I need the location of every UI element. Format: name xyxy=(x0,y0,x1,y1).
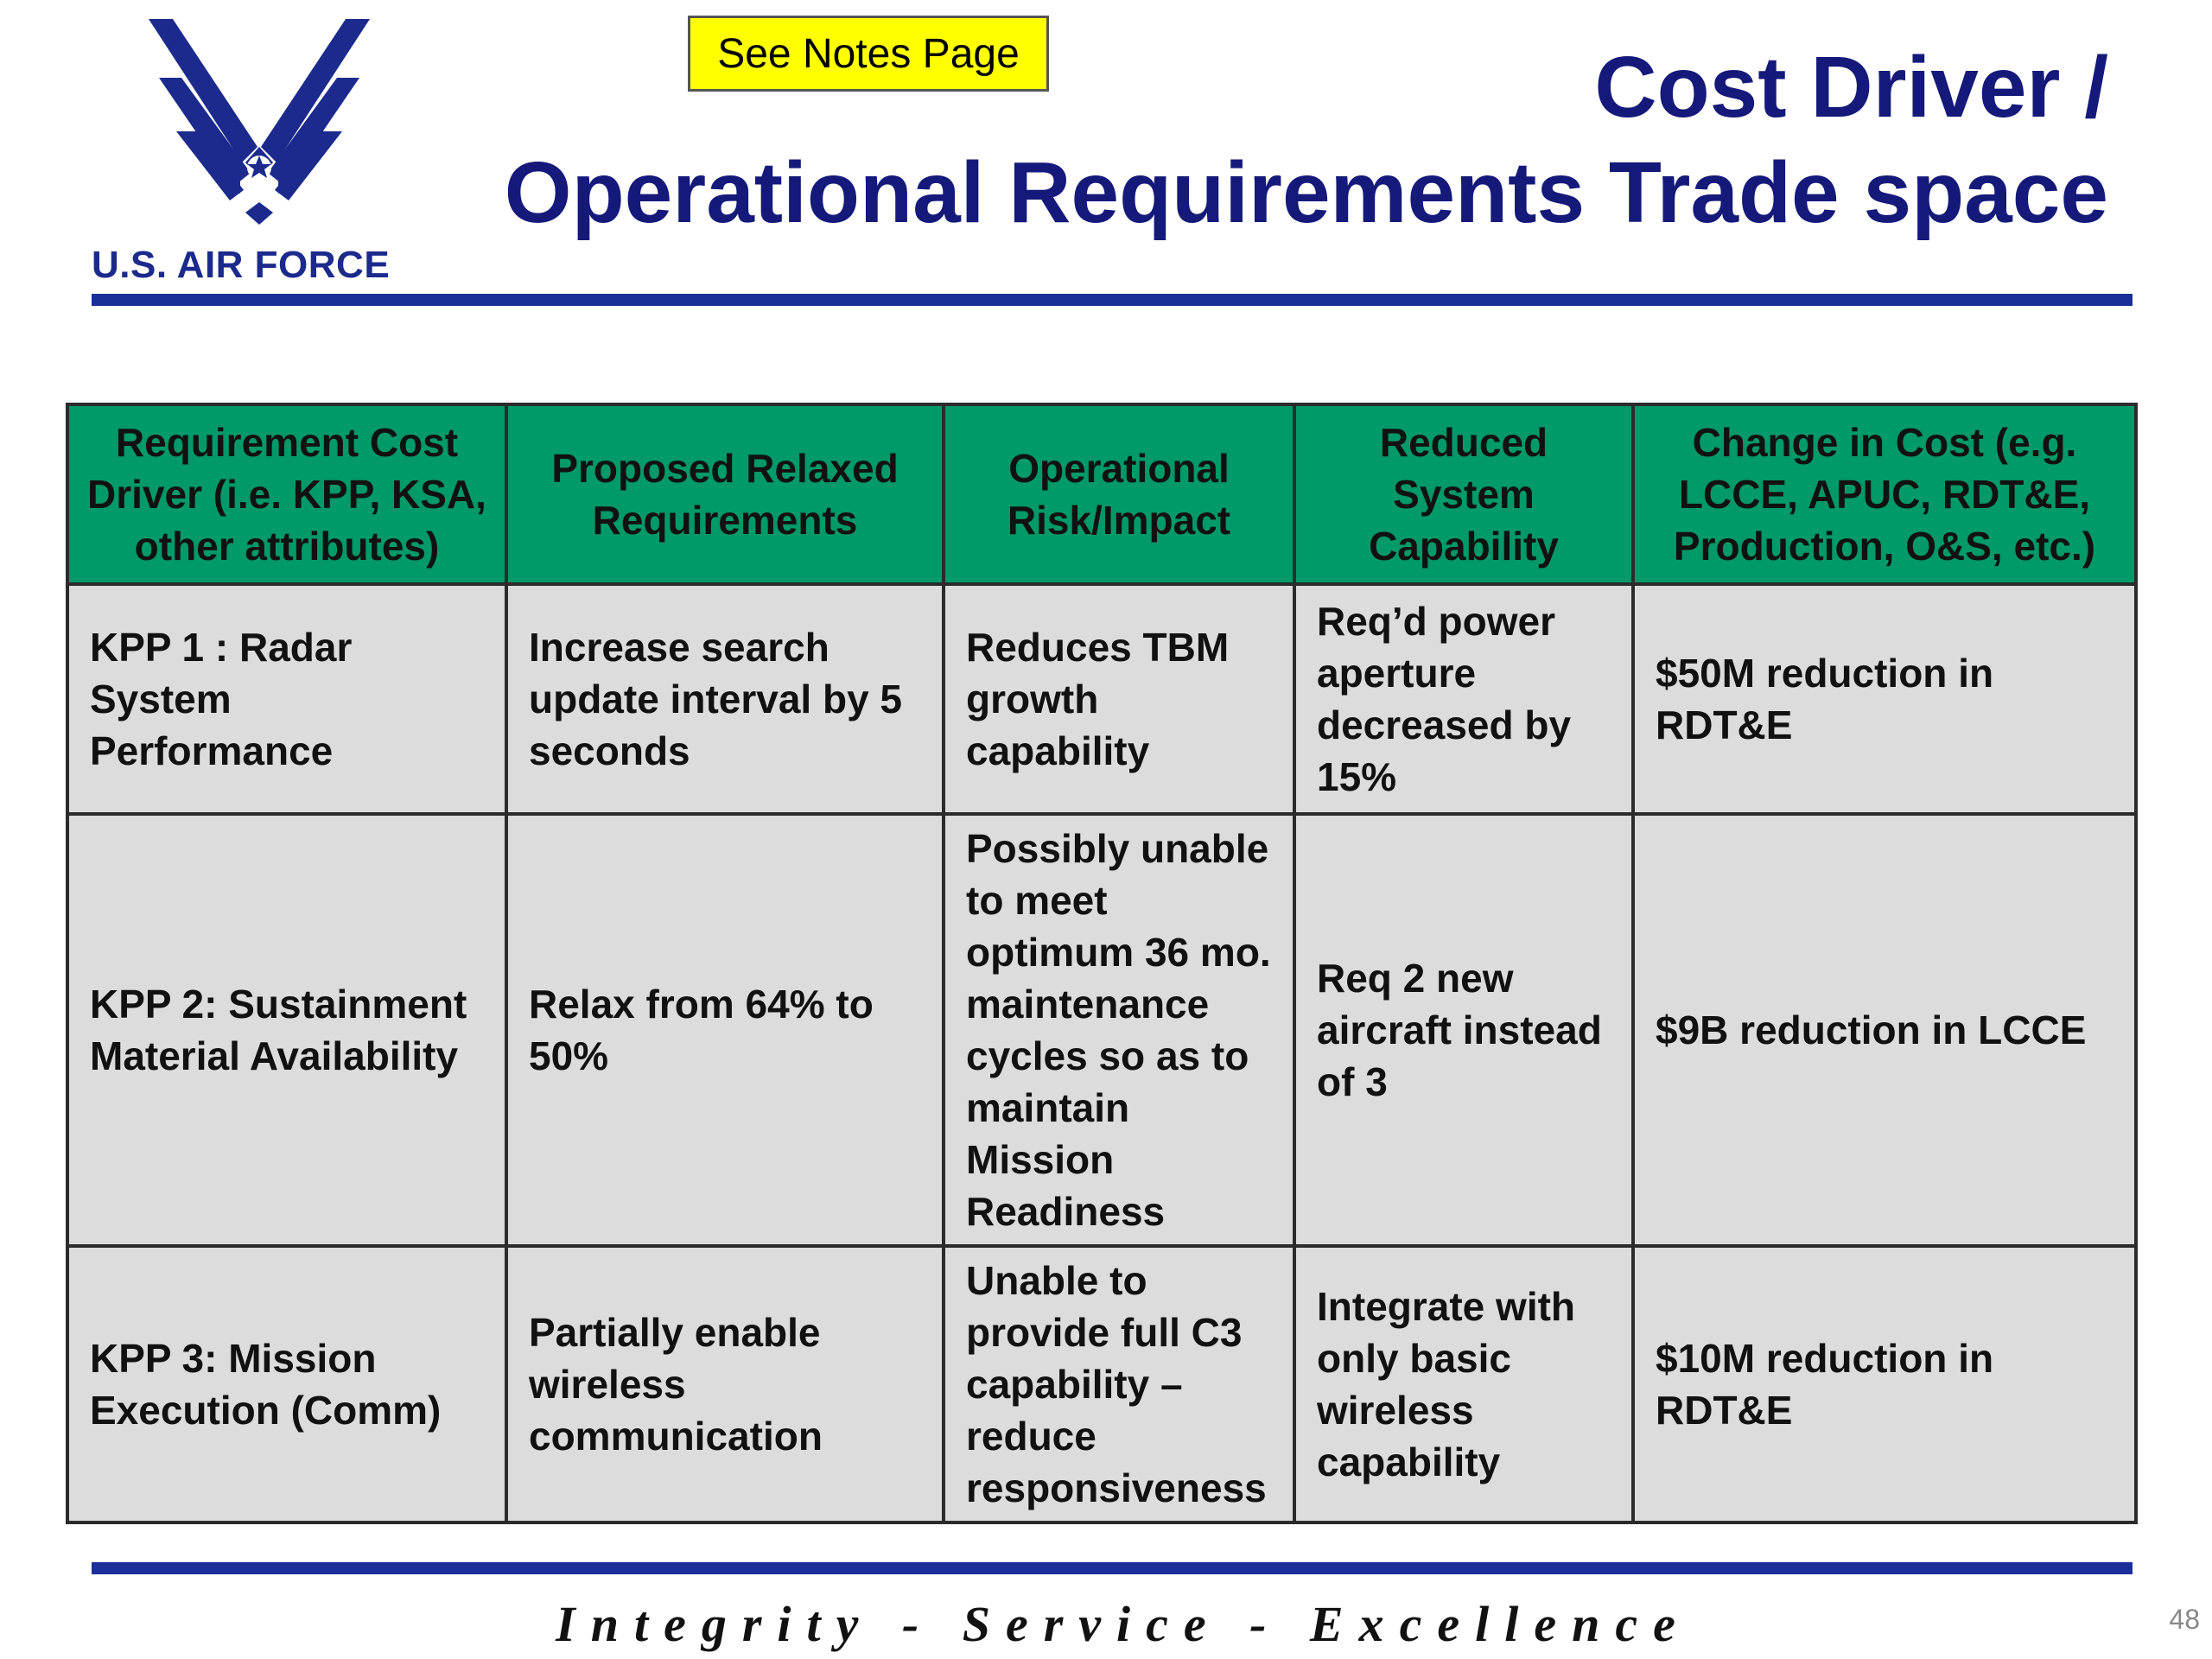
cell-reduced-capability: Req 2 new aircraft instead of 3 xyxy=(1294,814,1633,1246)
footer-motto: Integrity - Service - Excellence xyxy=(556,1596,1691,1652)
air-force-wings-icon xyxy=(147,17,372,225)
column-header-cost-driver: Requirement Cost Driver (i.e. KPP, KSA, other attributes) xyxy=(67,404,506,584)
cell-cost-driver: KPP 2: Sustainment Material Availability xyxy=(67,814,506,1246)
cell-change-in-cost: $9B reduction in LCCE xyxy=(1633,814,2136,1246)
cell-operational-risk: Unable to provide full C3 capability – reduce responsiveness xyxy=(944,1246,1294,1522)
title-line-2: Operational Requirements Trade space xyxy=(504,144,2108,241)
footer-divider xyxy=(92,1562,2133,1574)
page-number: 48 xyxy=(2169,1604,2200,1635)
air-force-logo-text: U.S. AIR FORCE xyxy=(92,244,391,286)
page-title xyxy=(505,35,2108,245)
cell-operational-risk: Reduces TBM growth capability xyxy=(944,584,1294,814)
column-header-relaxed-requirements: Proposed Relaxed Requirements xyxy=(506,404,944,584)
cell-reduced-capability: Integrate with only basic wireless capability xyxy=(1294,1246,1633,1522)
cell-relaxed-requirement: Relax from 64% to 50% xyxy=(506,814,944,1246)
cell-relaxed-requirement: Partially enable wireless communication xyxy=(506,1246,944,1522)
table-row xyxy=(67,1246,2136,1522)
column-header-reduced-capability: Reduced System Capability xyxy=(1294,404,1633,584)
header-divider xyxy=(92,294,2133,306)
air-force-logo xyxy=(86,17,432,294)
trade-space-table xyxy=(66,403,2138,1524)
cell-change-in-cost: $10M reduction in RDT&E xyxy=(1633,1246,2136,1522)
cell-cost-driver: KPP 1 : Radar System Performance xyxy=(67,584,506,814)
table-row xyxy=(67,584,2136,814)
cell-operational-risk: Possibly unable to meet optimum 36 mo. maintenance cycles so as to maintain Mission Readiness xyxy=(944,814,1294,1246)
see-notes-page-button[interactable]: See Notes Page xyxy=(688,16,1049,92)
column-header-operational-risk: Operational Risk/Impact xyxy=(944,404,1294,584)
cell-change-in-cost: $50M reduction in RDT&E xyxy=(1633,584,2136,814)
title-line-1: Cost Driver / xyxy=(1594,39,2108,136)
table-header-row xyxy=(67,404,2136,584)
cell-reduced-capability: Req’d power aperture decreased by 15% xyxy=(1294,584,1633,814)
cell-cost-driver: KPP 3: Mission Execution (Comm) xyxy=(67,1246,506,1522)
cell-relaxed-requirement: Increase search update interval by 5 seconds xyxy=(506,584,944,814)
table-row xyxy=(67,814,2136,1246)
column-header-change-in-cost: Change in Cost (e.g. LCCE, APUC, RDT&E, Production, O&S, etc.) xyxy=(1633,404,2136,584)
